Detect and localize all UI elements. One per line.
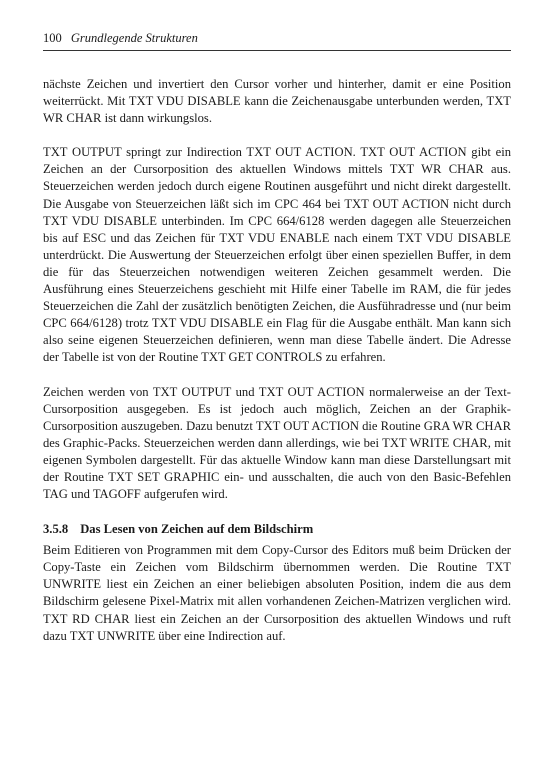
- running-header: [43, 30, 511, 51]
- paragraph-3: Zeichen werden von TXT OUTPUT und TXT OUT ACTION normalerweise an der Text-Cursorposition ausgegeben. Es ist jedoch auch möglich, Zeichen an der Graphik-Cursorposition auszugeben. Dazu benutzt TXT OUT ACTION die Routine GRA WR CHAR des Graphic-Packs. Steuerzeichen werden dann allerdings, wie bei TXT WRITE CHAR, mit eigenen Symbolen dargestellt. Für das aktuelle Window kann man diese Darstellungsart mit der Routine TXT SET GRAPHIC ein- und ausschalten, die auch von den Basic-Befehlen TAG und TAGOFF aufgerufen wird.: [43, 384, 511, 502]
- section-paragraph: Beim Editieren von Programmen mit dem Copy-Cursor des Editors muß beim Drücken der Copy-Taste ein Zeichen vom Bildschirm übernommen werden. Die Routine TXT UNWRITE liest ein Zeichen an einer beliebigen absoluten Position, indem die aus dem Bildschirm gelesene Pixel-Matrix mit allen vorhandenen Zeichen-Matrizen verglichen wird. TXT RD CHAR liest ein Zeichen an der Cursorposition des aktuellen Windows und ruft dazu TXT UNWRITE über eine Indirection auf.: [43, 543, 511, 643]
- book-page: [43, 30, 511, 645]
- section-title: Das Lesen von Zeichen auf dem Bildschirm: [80, 522, 314, 537]
- section-number: 3.5.8: [43, 522, 69, 537]
- paragraph-2: TXT OUTPUT springt zur Indirection TXT OUT ACTION. TXT OUT ACTION gibt ein Zeichen an der Cursorposition des aktuellen Windows mittels TXT WR CHAR aus. Steuerzeichen werden jedoch durch eigene Routinen ausgeführt und nicht direkt dargestellt. Die Ausgabe von Steuerzeichen läßt sich im CPC 464 bei TXT OUT ACTION nicht durch TXT VDU DISABLE unterbinden. Im CPC 664/6128 werden dagegen alle Steuerzeichen bis auf ESC und das Zeichen für TXT VDU ENABLE nach einem TXT VDU DISABLE unterdrückt. Die Auswertung der Steuerzeichen erfolgt über einen speziellen Buffer, in dem die für das Steuerzeichen notwendigen weiteren Zeichen gesammelt werden. Die Ausführung eines Steuerzeichens geschieht mit Hilfe einer Tabelle im RAM, die für jedes Steuerzeichen die Zahl der zusätzlich benötigten Zeichen, die Ausführadresse und (nur beim CPC 664/6128) trotz TXT VDU DISABLE ein Flag für die Ausgabe enthält. Man kann sich also seine eigenen Steuerzeichen definieren, wenn man diese Tabelle ändert. Die Adresse der Tabelle ist von der Routine TXT GET CONTROLS zu erfahren.: [43, 145, 511, 365]
- paragraph-1: nächste Zeichen und invertiert den Cursor vorher und hinterher, damit er eine Position weiterrückt. Mit TXT VDU DISABLE kann die Zeichenausgabe unterbunden werden, TXT WR CHAR ist dann wirkungslos.: [43, 77, 511, 126]
- running-title: Grundlegende Strukturen: [70, 31, 198, 45]
- section-heading: [43, 521, 511, 538]
- page-number: 100: [43, 31, 62, 45]
